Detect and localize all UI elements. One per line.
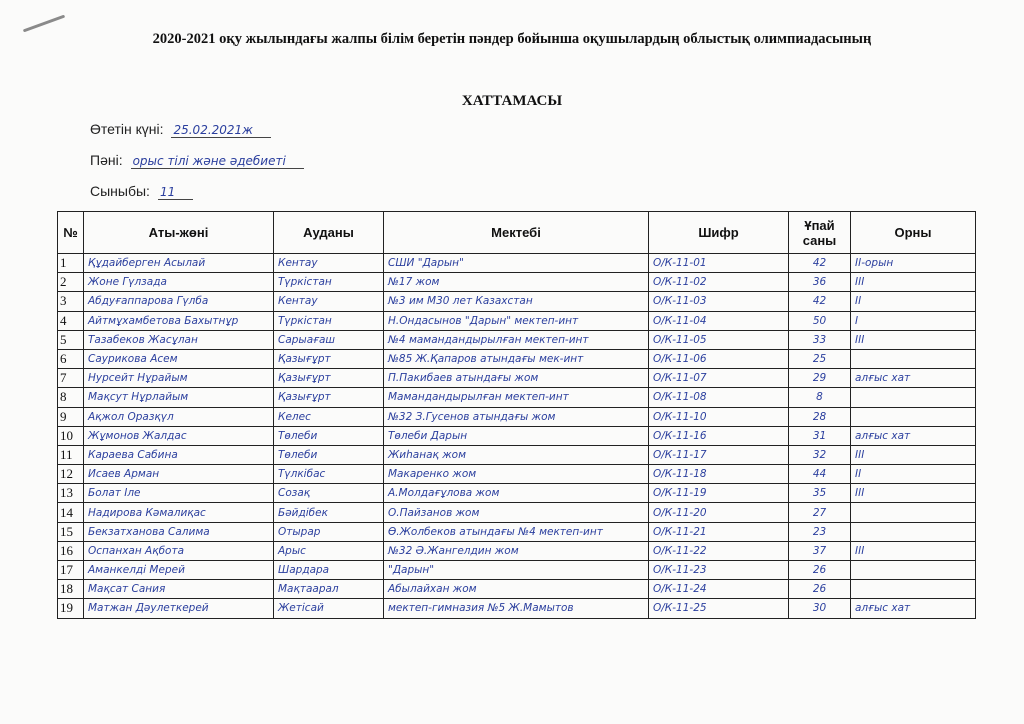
code-cell: О/К-11-25 bbox=[649, 599, 789, 618]
table-row bbox=[58, 254, 976, 273]
score-cell: 23 bbox=[789, 522, 851, 541]
row-number-cell: 8 bbox=[58, 388, 84, 407]
district-cell: Төлеби bbox=[274, 426, 384, 445]
participant-name-cell: Надирова Кәмалиқас bbox=[84, 503, 274, 522]
district-cell: Шардара bbox=[274, 561, 384, 580]
table-row bbox=[58, 445, 976, 464]
place-cell bbox=[851, 349, 976, 368]
code-cell: О/К-11-21 bbox=[649, 522, 789, 541]
grade-value: 11 bbox=[158, 185, 193, 200]
table-row bbox=[58, 369, 976, 388]
participant-name-cell: Мақсат Сания bbox=[84, 580, 274, 599]
participant-name-cell: Жоне Гүлзада bbox=[84, 273, 274, 292]
header-score: Ұпай саны bbox=[789, 212, 851, 254]
district-cell: Отырар bbox=[274, 522, 384, 541]
score-cell: 28 bbox=[789, 407, 851, 426]
grade-label: Сыныбы: bbox=[90, 183, 150, 199]
table-row bbox=[58, 330, 976, 349]
document-title: 2020-2021 оқу жылындағы жалпы білім беретін пәндер бойынша оқушылардың облыстық олимпиадасының bbox=[152, 31, 872, 47]
score-cell: 33 bbox=[789, 330, 851, 349]
place-cell: II bbox=[851, 292, 976, 311]
code-cell: О/К-11-10 bbox=[649, 407, 789, 426]
code-cell: О/К-11-20 bbox=[649, 503, 789, 522]
document-subtitle: ХАТТАМАСЫ bbox=[461, 93, 563, 109]
participant-name-cell: Караева Сабина bbox=[84, 445, 274, 464]
score-cell: 29 bbox=[789, 369, 851, 388]
district-cell: Кентау bbox=[274, 254, 384, 273]
row-number-cell: 19 bbox=[58, 599, 84, 618]
header-school: Мектебі bbox=[384, 212, 649, 254]
table-row bbox=[58, 503, 976, 522]
score-cell: 30 bbox=[789, 599, 851, 618]
place-cell bbox=[851, 388, 976, 407]
school-cell: "Дарын" bbox=[384, 561, 649, 580]
table-row bbox=[58, 599, 976, 618]
school-cell: О.Пайзанов жом bbox=[384, 503, 649, 522]
table-row bbox=[58, 311, 976, 330]
school-cell: №32 Ә.Жангелдин жом bbox=[384, 541, 649, 560]
code-cell: О/К-11-03 bbox=[649, 292, 789, 311]
district-cell: Қазығұрт bbox=[274, 388, 384, 407]
row-number-cell: 17 bbox=[58, 561, 84, 580]
code-cell: О/К-11-05 bbox=[649, 330, 789, 349]
subject-field bbox=[90, 152, 304, 168]
score-cell: 32 bbox=[789, 445, 851, 464]
participant-name-cell: Бекзатханова Салима bbox=[84, 522, 274, 541]
school-cell: П.Пакибаев атындағы жом bbox=[384, 369, 649, 388]
place-cell: II-орын bbox=[851, 254, 976, 273]
school-cell: А.Молдағұлова жом bbox=[384, 484, 649, 503]
code-cell: О/К-11-17 bbox=[649, 445, 789, 464]
place-cell: алғыс хат bbox=[851, 369, 976, 388]
subject-value: орыс тілі және әдебиеті bbox=[131, 154, 304, 169]
row-number-cell: 1 bbox=[58, 254, 84, 273]
score-cell: 26 bbox=[789, 561, 851, 580]
participant-name-cell: Жұмонов Жалдас bbox=[84, 426, 274, 445]
header-full-name: Аты-жөні bbox=[84, 212, 274, 254]
district-cell: Түлкібас bbox=[274, 465, 384, 484]
code-cell: О/К-11-01 bbox=[649, 254, 789, 273]
subject-label: Пәні: bbox=[90, 152, 123, 168]
code-cell: О/К-11-22 bbox=[649, 541, 789, 560]
score-cell: 36 bbox=[789, 273, 851, 292]
score-cell: 8 bbox=[789, 388, 851, 407]
place-cell: III bbox=[851, 484, 976, 503]
participant-name-cell: Нурсейт Нұрайым bbox=[84, 369, 274, 388]
code-cell: О/К-11-02 bbox=[649, 273, 789, 292]
table-row bbox=[58, 484, 976, 503]
participant-name-cell: Ақжол Оразқүл bbox=[84, 407, 274, 426]
row-number-cell: 11 bbox=[58, 445, 84, 464]
participant-name-cell: Аманкелді Мерей bbox=[84, 561, 274, 580]
participant-name-cell: Матжан Дәулеткерей bbox=[84, 599, 274, 618]
participant-name-cell: Исаев Арман bbox=[84, 465, 274, 484]
table-row bbox=[58, 292, 976, 311]
code-cell: О/К-11-24 bbox=[649, 580, 789, 599]
table-body bbox=[58, 254, 976, 619]
row-number-cell: 15 bbox=[58, 522, 84, 541]
score-cell: 42 bbox=[789, 254, 851, 273]
participant-name-cell: Болат Іле bbox=[84, 484, 274, 503]
header-district: Ауданы bbox=[274, 212, 384, 254]
participant-name-cell: Абдуғаппарова Гүлба bbox=[84, 292, 274, 311]
row-number-cell: 14 bbox=[58, 503, 84, 522]
code-cell: О/К-11-08 bbox=[649, 388, 789, 407]
place-cell bbox=[851, 503, 976, 522]
school-cell: №17 жом bbox=[384, 273, 649, 292]
district-cell: Қазығұрт bbox=[274, 369, 384, 388]
participant-name-cell: Оспанхан Ақбота bbox=[84, 541, 274, 560]
row-number-cell: 4 bbox=[58, 311, 84, 330]
place-cell: III bbox=[851, 445, 976, 464]
place-cell: III bbox=[851, 273, 976, 292]
scan-pen-mark bbox=[23, 15, 65, 33]
table-row bbox=[58, 522, 976, 541]
grade-field bbox=[90, 183, 193, 199]
district-cell: Келес bbox=[274, 407, 384, 426]
code-cell: О/К-11-07 bbox=[649, 369, 789, 388]
results-table bbox=[57, 211, 976, 619]
table-row bbox=[58, 580, 976, 599]
school-cell: Макаренко жом bbox=[384, 465, 649, 484]
school-cell: №85 Ж.Қапаров атындағы мек-инт bbox=[384, 349, 649, 368]
row-number-cell: 18 bbox=[58, 580, 84, 599]
row-number-cell: 3 bbox=[58, 292, 84, 311]
school-cell: Абылайхан жом bbox=[384, 580, 649, 599]
row-number-cell: 12 bbox=[58, 465, 84, 484]
table-row bbox=[58, 561, 976, 580]
district-cell: Сарыағаш bbox=[274, 330, 384, 349]
place-cell bbox=[851, 561, 976, 580]
header-place: Орны bbox=[851, 212, 976, 254]
table-row bbox=[58, 407, 976, 426]
score-cell: 26 bbox=[789, 580, 851, 599]
school-cell: СШИ "Дарын" bbox=[384, 254, 649, 273]
district-cell: Қазығұрт bbox=[274, 349, 384, 368]
score-cell: 44 bbox=[789, 465, 851, 484]
district-cell: Кентау bbox=[274, 292, 384, 311]
score-cell: 25 bbox=[789, 349, 851, 368]
date-field bbox=[90, 121, 271, 137]
school-cell: Жиһанақ жом bbox=[384, 445, 649, 464]
place-cell: III bbox=[851, 330, 976, 349]
code-cell: О/К-11-06 bbox=[649, 349, 789, 368]
participant-name-cell: Айтмұхамбетова Бахытнұр bbox=[84, 311, 274, 330]
code-cell: О/К-11-19 bbox=[649, 484, 789, 503]
district-cell: Жетісай bbox=[274, 599, 384, 618]
district-cell: Созақ bbox=[274, 484, 384, 503]
score-cell: 27 bbox=[789, 503, 851, 522]
code-cell: О/К-11-16 bbox=[649, 426, 789, 445]
row-number-cell: 7 bbox=[58, 369, 84, 388]
row-number-cell: 16 bbox=[58, 541, 84, 560]
district-cell: Төлеби bbox=[274, 445, 384, 464]
header-code: Шифр bbox=[649, 212, 789, 254]
table-row bbox=[58, 541, 976, 560]
district-cell: Бәйдібек bbox=[274, 503, 384, 522]
score-cell: 42 bbox=[789, 292, 851, 311]
participant-name-cell: Саурикова Асем bbox=[84, 349, 274, 368]
row-number-cell: 6 bbox=[58, 349, 84, 368]
place-cell bbox=[851, 407, 976, 426]
place-cell bbox=[851, 580, 976, 599]
date-value: 25.02.2021ж bbox=[171, 123, 271, 138]
score-cell: 37 bbox=[789, 541, 851, 560]
header-number: № bbox=[58, 212, 84, 254]
school-cell: №32 З.Гусенов атындағы жом bbox=[384, 407, 649, 426]
school-cell: Мамандандырылған мектеп-инт bbox=[384, 388, 649, 407]
code-cell: О/К-11-18 bbox=[649, 465, 789, 484]
district-cell: Түркістан bbox=[274, 311, 384, 330]
table-row bbox=[58, 273, 976, 292]
school-cell: мектеп-гимназия №5 Ж.Мамытов bbox=[384, 599, 649, 618]
place-cell: II bbox=[851, 465, 976, 484]
table-row bbox=[58, 465, 976, 484]
table-row bbox=[58, 349, 976, 368]
district-cell: Арыс bbox=[274, 541, 384, 560]
school-cell: №3 им М30 лет Казахстан bbox=[384, 292, 649, 311]
place-cell: I bbox=[851, 311, 976, 330]
district-cell: Түркістан bbox=[274, 273, 384, 292]
school-cell: Н.Ондасынов "Дарын" мектеп-инт bbox=[384, 311, 649, 330]
code-cell: О/К-11-04 bbox=[649, 311, 789, 330]
table-row bbox=[58, 388, 976, 407]
score-cell: 35 bbox=[789, 484, 851, 503]
row-number-cell: 5 bbox=[58, 330, 84, 349]
row-number-cell: 13 bbox=[58, 484, 84, 503]
school-cell: №4 мамандандырылған мектеп-инт bbox=[384, 330, 649, 349]
place-cell: III bbox=[851, 541, 976, 560]
place-cell: алғыс хат bbox=[851, 599, 976, 618]
table-header-row bbox=[58, 212, 976, 254]
place-cell bbox=[851, 522, 976, 541]
school-cell: Ө.Жолбеков атындағы №4 мектеп-инт bbox=[384, 522, 649, 541]
district-cell: Мақтаарал bbox=[274, 580, 384, 599]
date-label: Өтетін күні: bbox=[90, 121, 164, 137]
row-number-cell: 9 bbox=[58, 407, 84, 426]
row-number-cell: 2 bbox=[58, 273, 84, 292]
row-number-cell: 10 bbox=[58, 426, 84, 445]
table-row bbox=[58, 426, 976, 445]
participant-name-cell: Тазабеков Жасұлан bbox=[84, 330, 274, 349]
school-cell: Төлеби Дарын bbox=[384, 426, 649, 445]
participant-name-cell: Мақсут Нұрлайым bbox=[84, 388, 274, 407]
score-cell: 31 bbox=[789, 426, 851, 445]
code-cell: О/К-11-23 bbox=[649, 561, 789, 580]
place-cell: алғыс хат bbox=[851, 426, 976, 445]
score-cell: 50 bbox=[789, 311, 851, 330]
participant-name-cell: Құдайберген Асылай bbox=[84, 254, 274, 273]
